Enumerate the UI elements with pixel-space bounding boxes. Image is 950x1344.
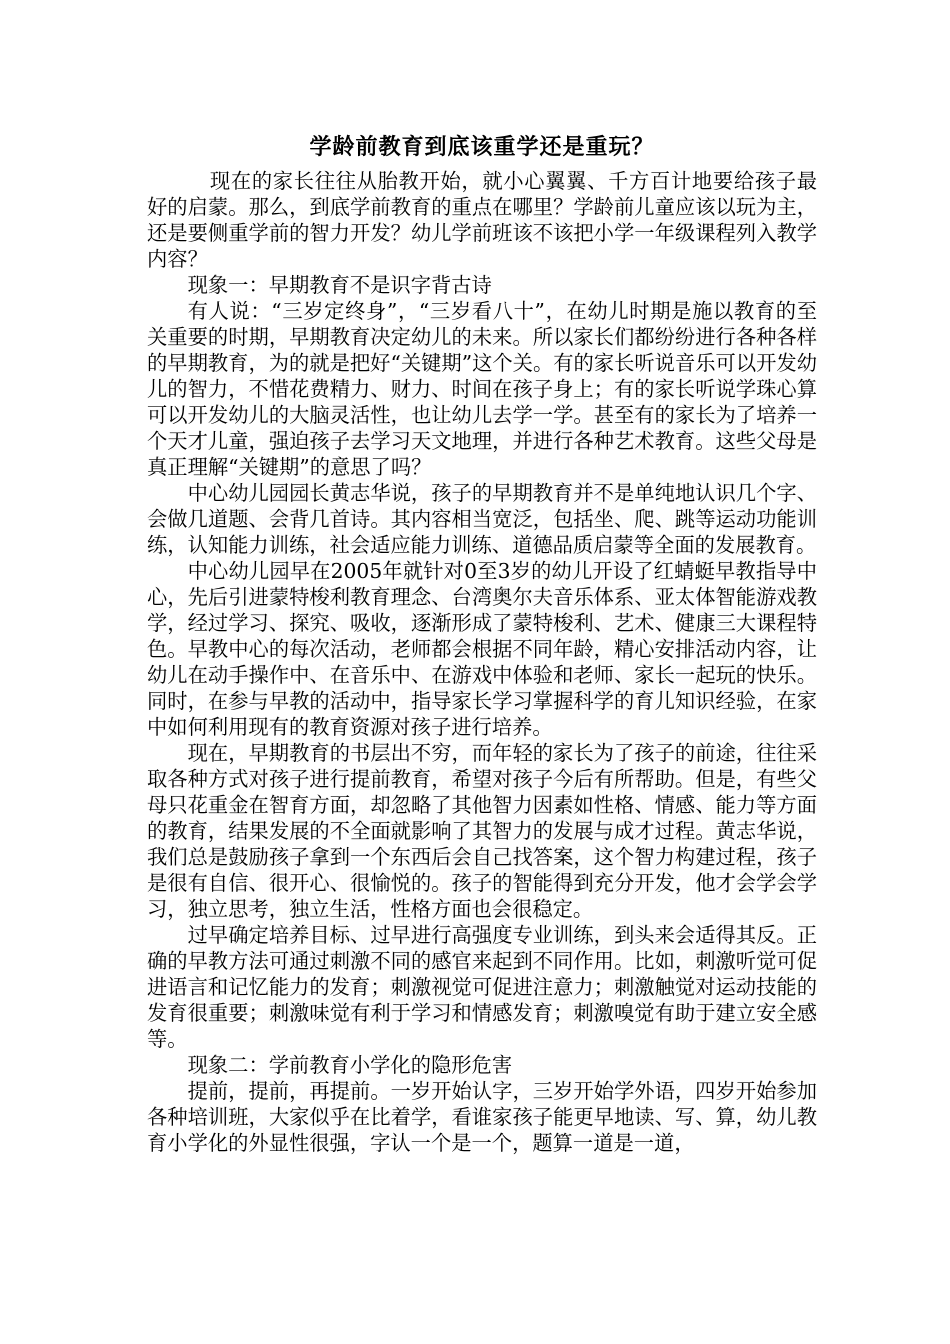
document-body	[147, 168, 817, 1156]
paragraph-early-education-center: 中心幼儿园早在2005年就针对0至3岁的幼儿开设了红蜻蜓早教指导中心，先后引进蒙特梭利教育理念、台湾奥尔夫音乐体系、亚太体智能游戏教学，经过学习、探究、吸收，逐渐形成了蒙特梭利、艺术、健康三大课程特色。早教中心的每次活动，老师都会根据不同年龄，精心安排活动内容，让幼儿在动手操作中、在音乐中、在游戏中体验和老师、家长一起玩的快乐。同时，在参与早教的活动中，指导家长学习掌握科学的育儿知识经验，在家中如何利用现有的教育资源对孩子进行培养。	[147, 559, 817, 739]
document-title: 学龄前教育到底该重学还是重玩？	[309, 135, 655, 160]
section-heading-phenomenon-one: 现象一：早期教育不是识字背古诗	[187, 273, 492, 297]
section-heading-phenomenon-two: 现象二：学前教育小学化的隐形危害	[187, 1053, 513, 1077]
paragraph-earlier-and-earlier: 提前，提前，再提前。一岁开始认字，三岁开始学外语，四岁开始参加各种培训班，大家似乎在比着学，看谁家孩子能更早地读、写、算，幼儿教育小学化的外显性很强，字认一个是一个，题算一道是一道，	[147, 1079, 817, 1155]
paragraph-critical-period: 有人说：“三岁定终身”，“三岁看八十”，在幼儿时期是施以教育的至关重要的时期，早期教育决定幼儿的未来。所以家长们都纷纷进行各种各样的早期教育，为的就是把好“关键期”这个关。有的家长听说音乐可以开发幼儿的智力，不惜花费精力、财力、时间在孩子身上；有的家长听说学珠心算可以开发幼儿的大脑灵活性，也让幼儿去学一学。甚至有的家长为了培养一个天才儿童，强迫孩子去学习天文地理，并进行各种艺术教育。这些父母是真正理解“关键期”的意思了吗？	[147, 299, 817, 479]
paragraph-principal-quote: 中心幼儿园园长黄志华说，孩子的早期教育并不是单纯地认识几个字、会做几道题、会背几首诗。其内容相当宽泛，包括坐、爬、跳等运动功能训练，认知能力训练，社会适应能力训练、道德品质启蒙等全面的发展教育。	[147, 481, 817, 557]
paragraph-parents-approach: 现在，早期教育的书层出不穷，而年轻的家长为了孩子的前途，往往采取各种方式对孩子进行提前教育，希望对孩子今后有所帮助。但是，有些父母只花重金在智育方面，却忽略了其他智力因素如性格、情感、能力等方面的教育，结果发展的不全面就影响了其智力的发展与成才过程。黄志华说，我们总是鼓励孩子拿到一个东西后会自己找答案，这个智力构建过程，孩子是很有自信、很开心、很愉悦的。孩子的智能得到充分开发，他才会学会学习，独立思考，独立生活，性格方面也会很稳定。	[147, 741, 817, 921]
paragraph-sensory-stimulation: 过早确定培养目标、过早进行高强度专业训练，到头来会适得其反。正确的早教方法可通过刺激不同的感官来起到不同作用。比如，刺激听觉可促进语言和记忆能力的发育；刺激视觉可促进注意力；刺激触觉对运动技能的发育很重要；刺激味觉有利于学习和情感发育；刺激嗅觉有助于建立安全感等。	[147, 923, 817, 1051]
document-page	[147, 128, 817, 1156]
paragraph-intro: 现在的家长往往从胎教开始，就小心翼翼、千方百计地要给孩子最好的启蒙。那么，到底学前教育的重点在哪里？学龄前儿童应该以玩为主，还是要侧重学前的智力开发？幼儿学前班该不该把小学一年级课程列入教学内容？	[147, 169, 817, 271]
